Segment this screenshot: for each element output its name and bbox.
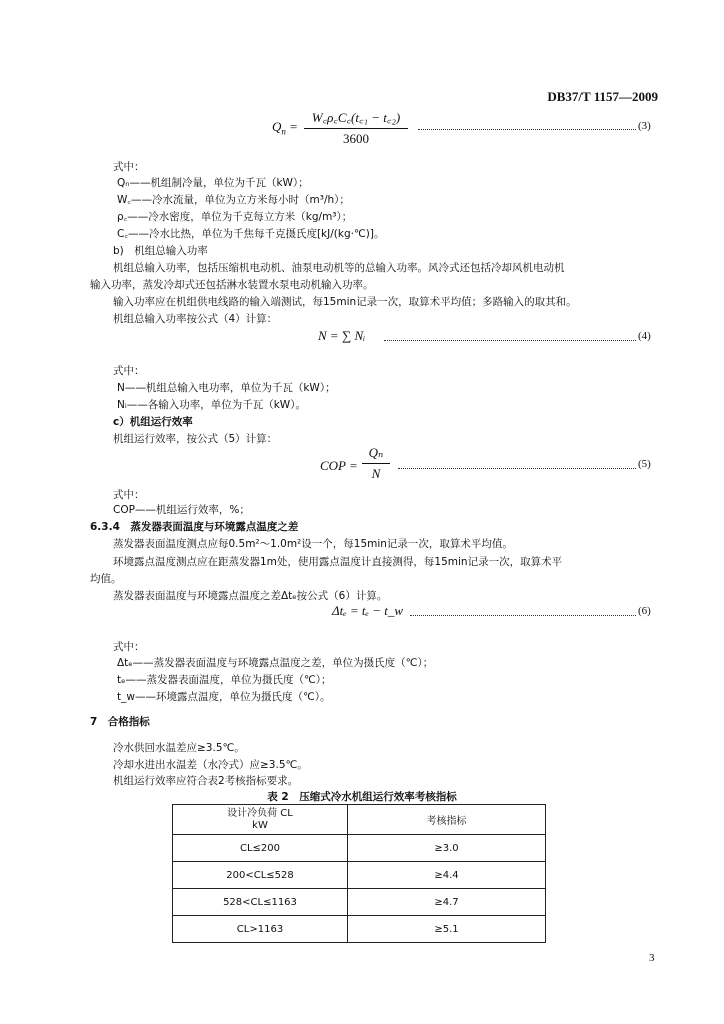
defs-5-line: COP——机组运行效率，%； bbox=[113, 504, 250, 516]
section-634-paragraph: 环境露点温度测点应在距蒸发器1m处，使用露点温度计直接测得，每15min记录一次，取算术平 bbox=[113, 556, 563, 568]
formula-6-leader bbox=[410, 615, 636, 616]
table-header-cell-load: 设计冷负荷 CL kW bbox=[173, 805, 348, 835]
table-cell: CL>1163 bbox=[173, 916, 348, 943]
table-row bbox=[173, 835, 546, 862]
table-header-cell-index: 考核指标 bbox=[348, 805, 546, 835]
formula-6-number: (6) bbox=[638, 605, 651, 617]
formula-4-number: (4) bbox=[638, 330, 651, 342]
defs-4-intro: 式中： bbox=[113, 365, 145, 377]
section-634-title: 6.3.4 蒸发器表面温度与环境露点温度之差 bbox=[90, 521, 299, 533]
table-cell: 528<CL≤1163 bbox=[173, 889, 348, 916]
formula-3-leader bbox=[418, 129, 636, 130]
section-b-title: b) 机组总输入功率 bbox=[113, 245, 208, 257]
table-row bbox=[173, 916, 546, 943]
section-634-paragraph: 蒸发器表面温度测点应每0.5m²～1.0m²设一个，每15min记录一次，取算术平均值。 bbox=[113, 538, 513, 550]
defs-3-intro: 式中： bbox=[113, 161, 145, 173]
defs-3-line: C꜀——冷水比热，单位为千焦每千克摄氏度[kJ/(kg·℃)]。 bbox=[117, 228, 385, 240]
table-header-row bbox=[173, 805, 546, 835]
section-c-paragraph: 机组运行效率，按公式（5）计算： bbox=[113, 433, 278, 445]
section-7-line: 冷却水进出水温差（水冷式）应≥3.5℃。 bbox=[113, 759, 308, 771]
section-c-title: c）机组运行效率 bbox=[113, 416, 193, 428]
defs-4-line: Nᵢ——各输入功率，单位为千瓦（kW）。 bbox=[117, 399, 306, 411]
table-cell: ≥5.1 bbox=[348, 916, 546, 943]
page-number: 3 bbox=[649, 952, 655, 964]
table-cell: ≥3.0 bbox=[348, 835, 546, 862]
formula-4-expression: N = ∑ Nᵢ bbox=[318, 328, 366, 343]
section-b-paragraph: 输入功率，蒸发冷却式还包括淋水装置水泵电动机输入功率。 bbox=[90, 279, 374, 291]
table-cell: CL≤200 bbox=[173, 835, 348, 862]
formula-3-lhs: $Q_n$ = bbox=[272, 119, 298, 137]
formula-5-number: (5) bbox=[638, 458, 651, 470]
section-7-line: 冷水供回水温差应≥3.5℃。 bbox=[113, 742, 245, 754]
formula-5-fraction: $\frac{\text{Qₙ}}{N}$ bbox=[362, 445, 390, 482]
section-b-paragraph: 机组总输入功率按公式（4）计算： bbox=[113, 313, 278, 325]
table-2-caption: 表 2 压缩式冷水机组运行效率考核指标 bbox=[267, 791, 457, 803]
table-cell: ≥4.7 bbox=[348, 889, 546, 916]
defs-5-intro: 式中： bbox=[113, 489, 145, 501]
defs-6-line: t_w——环境露点温度，单位为摄氏度（℃）。 bbox=[117, 691, 331, 703]
table-cell: 200<CL≤528 bbox=[173, 862, 348, 889]
formula-3-fraction: $\frac{\text{W꜀ρ꜀C꜀(t꜀₁ − t꜀₂)}}{3600}$ bbox=[304, 108, 408, 147]
defs-6-line: Δtₑ——蒸发器表面温度与环境露点温度之差，单位为摄氏度（℃）； bbox=[117, 657, 434, 669]
section-b-paragraph: 输入功率应在机组供电线路的输入端测试，每15min记录一次，取算术平均值；多路输入的取其和。 bbox=[113, 296, 577, 308]
formula-5-leader bbox=[398, 468, 636, 469]
formula-6-expression: Δtₑ = tₑ − t_w bbox=[332, 603, 403, 618]
table-2 bbox=[172, 804, 546, 943]
defs-6-line: tₑ——蒸发器表面温度，单位为摄氏度（℃）； bbox=[117, 674, 332, 686]
formula-4-leader bbox=[384, 340, 636, 341]
section-634-paragraph: 均值。 bbox=[90, 573, 122, 585]
table-row bbox=[173, 862, 546, 889]
section-7-title: 7 合格指标 bbox=[90, 716, 150, 728]
document-code: DB37/T 1157—2009 bbox=[547, 89, 658, 104]
table-row bbox=[173, 889, 546, 916]
formula-3-number: (3) bbox=[638, 120, 651, 132]
defs-4-line: N——机组总输入电功率，单位为千瓦（kW）； bbox=[117, 382, 336, 394]
section-634-paragraph: 蒸发器表面温度与环境露点温度之差Δtₑ按公式（6）计算。 bbox=[113, 590, 388, 602]
table-cell: ≥4.4 bbox=[348, 862, 546, 889]
defs-3-line: Qₙ——机组制冷量，单位为千瓦（kW）； bbox=[117, 177, 309, 189]
defs-3-line: W꜀——冷水流量，单位为立方米每小时（m³/h）； bbox=[117, 194, 350, 206]
defs-3-line: ρ꜀——冷水密度，单位为千克每立方米（kg/m³）； bbox=[117, 211, 353, 223]
section-b-paragraph: 机组总输入功率，包括压缩机电动机、油泵电动机等的总输入功率。风冷式还包括冷却风机电动机 bbox=[113, 262, 565, 274]
section-7-line: 机组运行效率应符合表2考核指标要求。 bbox=[113, 775, 299, 787]
defs-6-intro: 式中： bbox=[113, 641, 145, 653]
formula-5-lhs: COP = bbox=[320, 458, 358, 473]
